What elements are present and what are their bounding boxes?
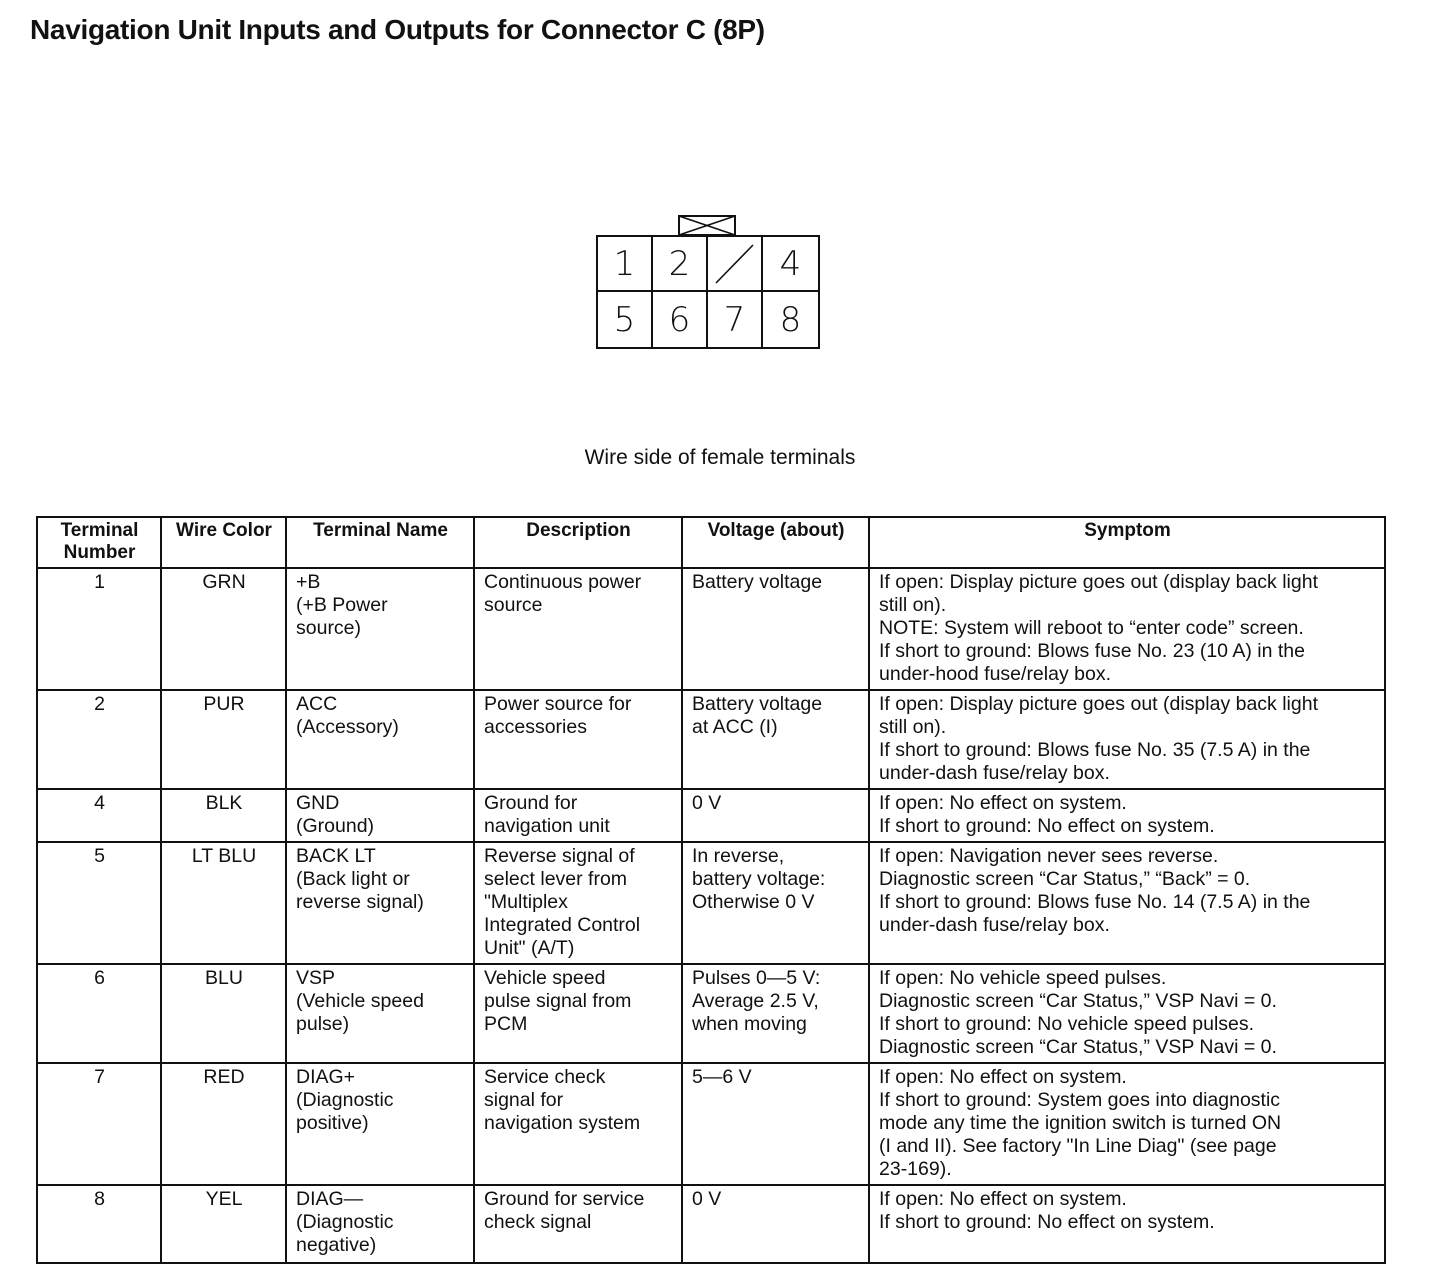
symptom-cell-line: still on). [879, 594, 947, 616]
description-cell-line: pulse signal from [484, 990, 632, 1012]
connector-lock-tab-icon [678, 215, 736, 235]
symptom-cell-line: If short to ground: Blows fuse No. 23 (10 A) in the [879, 640, 1305, 662]
description-cell-line: "Multiplex [484, 891, 568, 913]
terminal-name-cell [286, 842, 474, 964]
voltage-cell [682, 789, 869, 842]
description-cell [474, 789, 682, 842]
connector-body [596, 235, 820, 349]
terminal-name-cell [286, 690, 474, 789]
symptom-cell [869, 842, 1385, 964]
terminal-number-cell: 8 [37, 1185, 161, 1263]
symptom-cell [869, 1063, 1385, 1185]
table-row [37, 789, 1385, 842]
description-cell-line: PCM [484, 1013, 528, 1035]
description-cell [474, 1063, 682, 1185]
wire-color-cell: YEL [161, 1185, 286, 1263]
terminal-number-cell: 7 [37, 1063, 161, 1185]
symptom-cell-line: mode any time the ignition switch is turned ON [879, 1112, 1282, 1134]
voltage-cell [682, 1185, 869, 1263]
symptom-cell [869, 964, 1385, 1063]
description-cell [474, 1185, 682, 1263]
terminal-name-cell-line: (Vehicle speed [296, 990, 424, 1012]
connector-cavity: 5 [598, 292, 653, 347]
voltage-cell [682, 690, 869, 789]
terminal-number-cell: 5 [37, 842, 161, 964]
symptom-cell [869, 789, 1385, 842]
terminal-name-cell-line: (Ground) [296, 815, 375, 837]
symptom-cell-line: If short to ground: Blows fuse No. 14 (7.5 A) in the [879, 891, 1311, 913]
voltage-cell-line: 0 V [692, 1188, 722, 1210]
terminal-name-cell-line: (Diagnostic [296, 1211, 394, 1233]
terminal-name-cell-line: ACC [296, 693, 338, 715]
description-cell-line: Continuous power [484, 571, 642, 593]
voltage-cell-line: 0 V [692, 792, 722, 814]
description-cell-line: select lever from [484, 868, 628, 890]
description-cell-line: Integrated Control [484, 914, 641, 936]
terminal-name-cell [286, 1185, 474, 1263]
symptom-cell [869, 690, 1385, 789]
terminal-name-cell-line: VSP [296, 967, 336, 989]
voltage-cell [682, 842, 869, 964]
symptom-cell-line: under-hood fuse/relay box. [879, 663, 1111, 685]
terminal-name-cell-line: source) [296, 617, 362, 639]
table-row [37, 964, 1385, 1063]
terminal-name-cell-line: negative) [296, 1234, 377, 1256]
symptom-cell-line: 23-169). [879, 1158, 952, 1180]
terminal-name-cell-line: positive) [296, 1112, 369, 1134]
wire-color-cell: RED [161, 1063, 286, 1185]
voltage-cell [682, 1063, 869, 1185]
description-cell-line: source [484, 594, 543, 616]
description-cell [474, 568, 682, 690]
connector-cavity-unused [708, 237, 763, 292]
voltage-cell-line: Otherwise 0 V [692, 891, 815, 913]
table-header-row [37, 517, 1385, 568]
description-cell-line: Reverse signal of [484, 845, 635, 867]
description-cell [474, 690, 682, 789]
connector-cavity: 1 [598, 237, 653, 292]
terminal-name-cell [286, 1063, 474, 1185]
symptom-cell-line: If open: No effect on system. [879, 1188, 1127, 1210]
connector-cavity: 8 [779, 299, 802, 340]
column-header: Symptom [869, 517, 1385, 568]
symptom-cell-line: Diagnostic screen “Car Status,” “Back” = 0. [879, 868, 1251, 890]
symptom-cell-line: If open: No effect on system. [879, 1066, 1127, 1088]
voltage-cell-line: at ACC (I) [692, 716, 778, 738]
symptom-cell-line: (I and II). See factory "In Line Diag" (see page [879, 1135, 1277, 1157]
terminal-name-cell-line: DIAG+ [296, 1066, 356, 1088]
terminal-name-cell-line: reverse signal) [296, 891, 424, 913]
description-cell-line: Power source for [484, 693, 632, 715]
voltage-cell-line: Pulses 0—5 V: [692, 967, 821, 989]
symptom-cell-line: NOTE: System will reboot to “enter code” screen. [879, 617, 1304, 639]
description-cell-line: accessories [484, 716, 587, 738]
terminal-name-cell-line: (Diagnostic [296, 1089, 394, 1111]
voltage-cell-line: In reverse, [692, 845, 785, 867]
table-row [37, 690, 1385, 789]
terminal-name-cell-line: (+B Power [296, 594, 388, 616]
description-cell-line: navigation system [484, 1112, 641, 1134]
symptom-cell-line: If open: Display picture goes out (display back light [879, 693, 1318, 715]
description-cell-line: Ground for service [484, 1188, 645, 1210]
wire-color-cell: LT BLU [161, 842, 286, 964]
connector-diagram [596, 215, 822, 351]
terminal-number-cell: 4 [37, 789, 161, 842]
table-row [37, 1063, 1385, 1185]
terminal-name-cell [286, 789, 474, 842]
symptom-cell-line: If open: Navigation never sees reverse. [879, 845, 1219, 867]
connector-cavity: 6 [653, 292, 708, 347]
diagram-caption: Wire side of female terminals [584, 446, 856, 469]
description-cell-line: Unit" (A/T) [484, 937, 575, 959]
terminal-name-cell-line: GND [296, 792, 340, 814]
voltage-cell [682, 964, 869, 1063]
description-cell-line: check signal [484, 1211, 592, 1233]
table-row [37, 1185, 1385, 1263]
terminal-name-cell-line: (Accessory) [296, 716, 399, 738]
table-row [37, 842, 1385, 964]
connector-cavity: 4 [763, 237, 818, 292]
symptom-cell [869, 1185, 1385, 1263]
symptom-cell-line: If short to ground: Blows fuse No. 35 (7.5 A) in the [879, 739, 1311, 761]
symptom-cell-line: under-dash fuse/relay box. [879, 762, 1110, 784]
terminal-name-cell-line: DIAG— [296, 1188, 364, 1210]
terminal-number-cell: 6 [37, 964, 161, 1063]
column-header: Terminal Number [37, 517, 161, 568]
symptom-cell-line: still on). [879, 716, 947, 738]
column-header: Terminal Name [286, 517, 474, 568]
description-cell-line: navigation unit [484, 815, 610, 837]
description-cell [474, 842, 682, 964]
symptom-cell-line: If open: No vehicle speed pulses. [879, 967, 1167, 989]
terminal-name-cell [286, 568, 474, 690]
symptom-cell [869, 568, 1385, 690]
symptom-cell-line: If short to ground: No vehicle speed pulses. [879, 1013, 1255, 1035]
column-header: Wire Color [161, 517, 286, 568]
column-header: Voltage (about) [682, 517, 869, 568]
description-cell-line: Ground for [484, 792, 578, 814]
symptom-cell-line: Diagnostic screen “Car Status,” VSP Navi = 0. [879, 1036, 1277, 1058]
voltage-cell-line: when moving [692, 1013, 807, 1035]
wire-color-cell: BLK [161, 789, 286, 842]
connector-cavity: 7 [708, 292, 763, 347]
terminal-name-cell-line: BACK LT [296, 845, 376, 867]
symptom-cell-line: If short to ground: No effect on system. [879, 815, 1215, 837]
description-cell-line: Service check [484, 1066, 606, 1088]
voltage-cell [682, 568, 869, 690]
wire-color-cell: BLU [161, 964, 286, 1063]
terminal-number-cell: 2 [37, 690, 161, 789]
symptom-cell-line: If short to ground: No effect on system. [879, 1211, 1215, 1233]
terminal-number-cell: 1 [37, 568, 161, 690]
table-body [37, 568, 1385, 1263]
description-cell [474, 964, 682, 1063]
voltage-cell-line: Battery voltage [692, 571, 823, 593]
symptom-cell-line: Diagnostic screen “Car Status,” VSP Navi = 0. [879, 990, 1277, 1012]
empty-cavity-slash-icon [708, 237, 761, 290]
symptom-cell-line: If open: Display picture goes out (display back light [879, 571, 1318, 593]
terminal-name-cell-line: pulse) [296, 1013, 350, 1035]
description-cell-line: Vehicle speed [484, 967, 606, 989]
voltage-cell-line: Average 2.5 V, [692, 990, 819, 1012]
table-row [37, 568, 1385, 690]
io-table [36, 516, 1386, 1264]
voltage-cell-line: 5—6 V [692, 1066, 752, 1088]
terminal-name-cell-line: (Back light or [296, 868, 410, 890]
wire-color-cell: PUR [161, 690, 286, 789]
description-cell-line: signal for [484, 1089, 564, 1111]
connector-cavity: 2 [653, 237, 708, 292]
symptom-cell-line: If open: No effect on system. [879, 792, 1127, 814]
column-header: Description [474, 517, 682, 568]
page-title: Navigation Unit Inputs and Outputs for Connector C (8P) [30, 14, 765, 45]
wire-color-cell: GRN [161, 568, 286, 690]
voltage-cell-line: Battery voltage [692, 693, 823, 715]
terminal-name-cell-line: +B [296, 571, 321, 593]
terminal-name-cell [286, 964, 474, 1063]
symptom-cell-line: If short to ground: System goes into diagnostic [879, 1089, 1281, 1111]
symptom-cell-line: under-dash fuse/relay box. [879, 914, 1110, 936]
voltage-cell-line: battery voltage: [692, 868, 826, 890]
